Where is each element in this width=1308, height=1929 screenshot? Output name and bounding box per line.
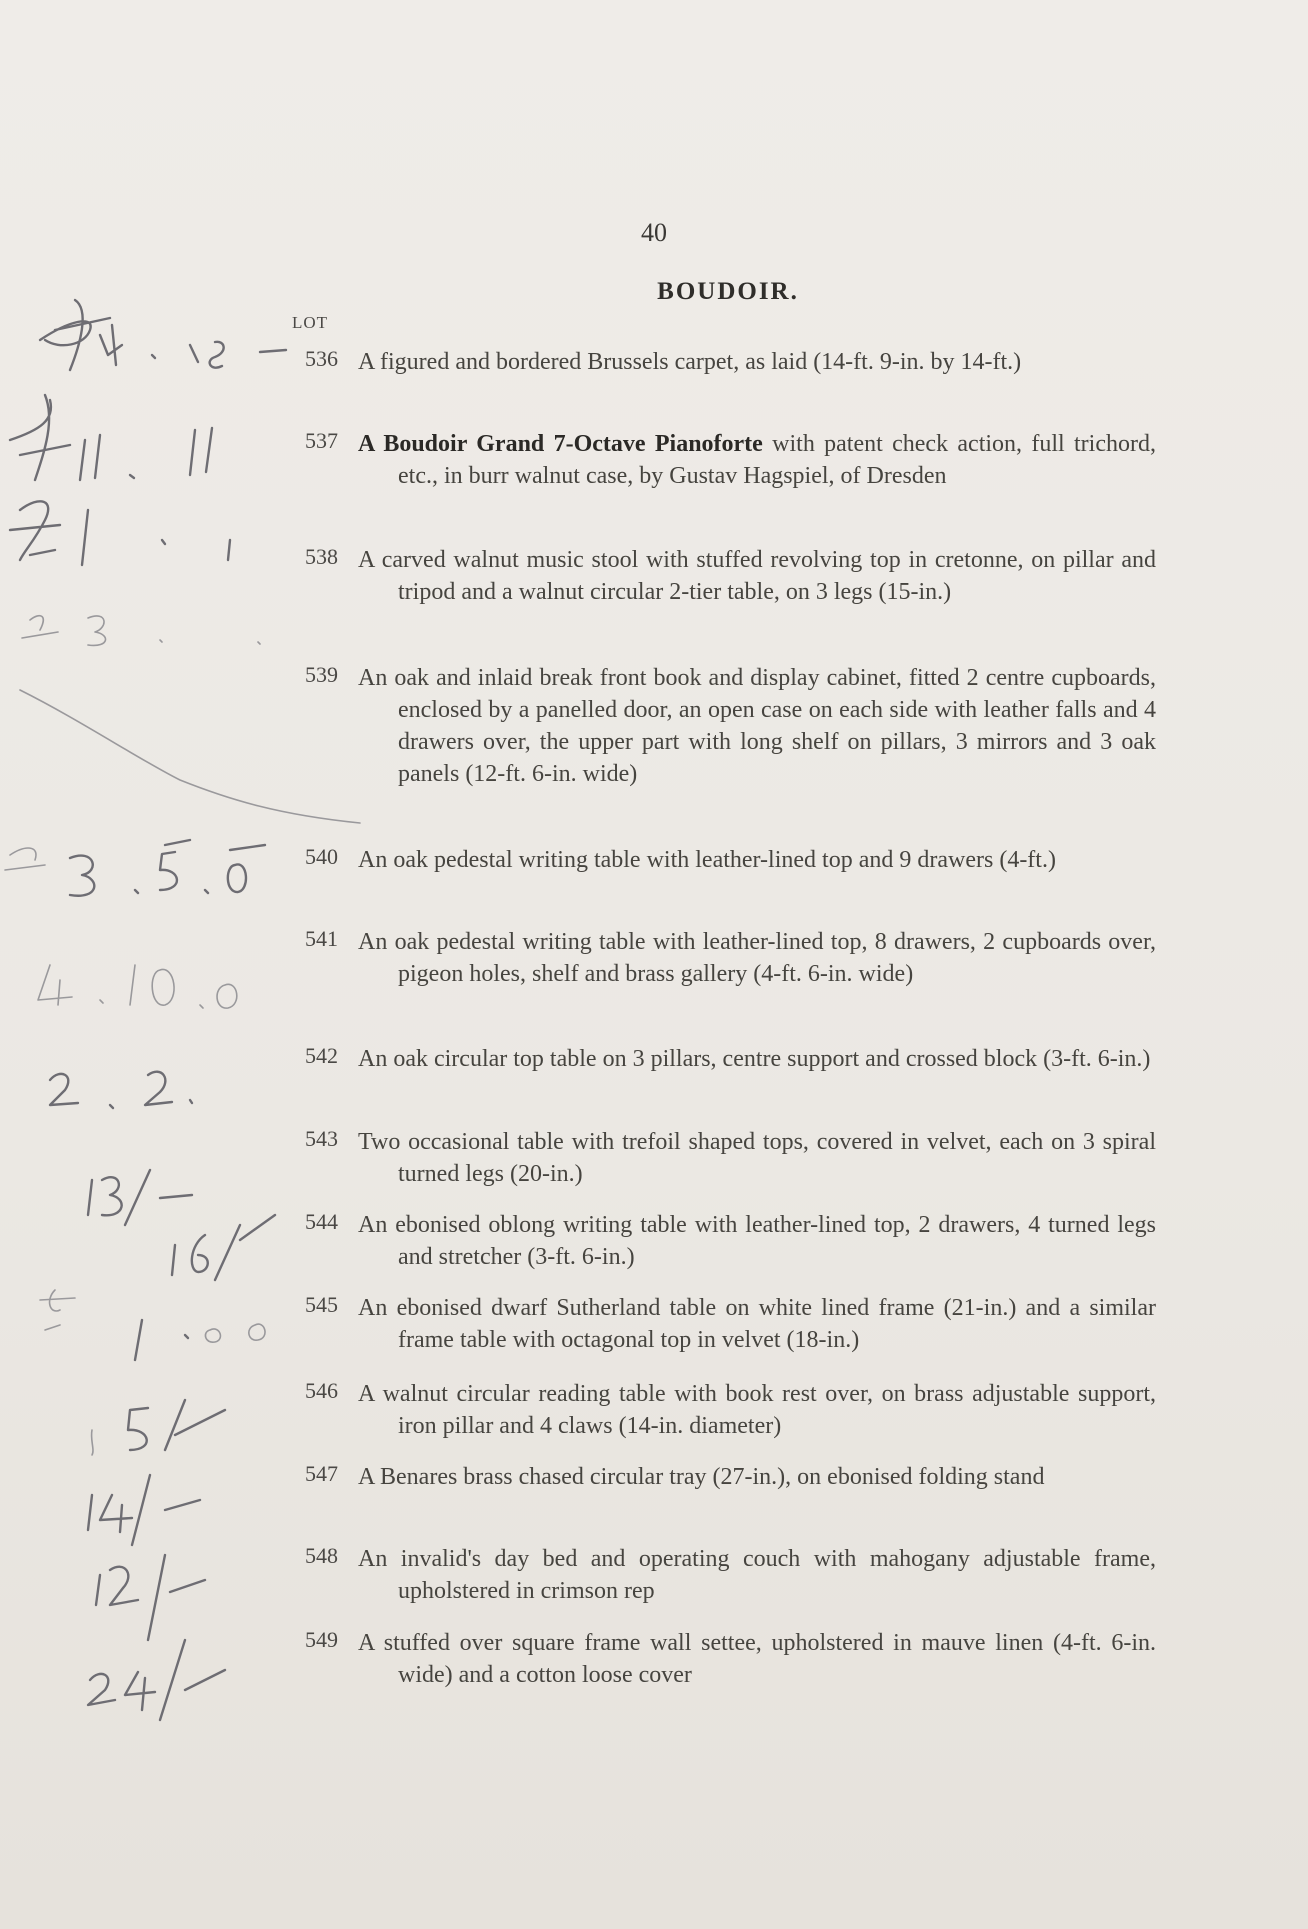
lot-number: 541 [305,926,338,951]
handwritten-price-543 [88,1170,192,1225]
lot-number: 543 [305,1126,338,1151]
lot-text: An oak and inlaid break front book and display cabinet, fitted 2 centre cupboards, enclosed by a panelled door, an open case on each side with leather falls and 4 drawers over, the upper part with long shelf on pillars, 3 mirrors and 3 oak panels (12-ft. 6-in. wide) [358,665,1156,787]
lot-text: A figured and bordered Brussels carpet, as laid (14-ft. 9-in. by 14-ft.) [358,349,1022,375]
handwritten-price-547 [88,1475,200,1545]
lot-text: An oak circular top table on 3 pillars, centre support and crossed block (3-ft. 6-in.) [358,1046,1151,1072]
handwritten-price-549 [88,1640,225,1720]
lot-description [358,1043,1156,1075]
section-title: BOUDOIR. [657,278,799,305]
lot-text: An invalid's day bed and operating couch with mahogany adjustable frame, upholstered in crimson rep [358,1546,1156,1604]
pencil-stroke [20,690,360,823]
lot-description [358,1378,1156,1442]
lot-number: 539 [305,662,338,687]
lot-text: Two occasional table with trefoil shaped tops, covered in velvet, each on 3 spiral turned legs (20-in.) [358,1129,1156,1187]
lot-text: An ebonised dwarf Sutherland table on white lined frame (21-in.) and a similar frame table with octagonal top in velvet (18-in.) [358,1295,1156,1353]
lot-description [358,926,1156,990]
lot-lead: A Boudoir Grand 7-Octave Pianoforte [358,431,763,457]
lot-description [358,844,1156,876]
lot-text: An ebonised oblong writing table with leather-lined top, 2 drawers, 4 turned legs and stretcher (3-ft. 6-in.) [358,1212,1156,1270]
lot-description [358,346,1156,378]
handwritten-price-538 [10,501,230,565]
lot-number: 537 [305,428,338,453]
lot-text: A Benares brass chased circular tray (27-in.), on ebonised folding stand [358,1464,1045,1490]
lot-number: 546 [305,1378,338,1403]
lot-description [358,1292,1156,1356]
handwritten-price-541 [38,965,237,1008]
lot-text: A walnut circular reading table with book rest over, on brass adjustable support, iron pillar and 4 claws (14-in. diameter) [358,1381,1156,1439]
lot-description [358,1627,1156,1691]
handwritten-price-548 [96,1555,205,1640]
lot-number: 548 [305,1543,338,1568]
handwritten-price-539 [22,616,260,646]
page-number: 40 [641,218,667,247]
handwritten-price-544 [172,1215,275,1280]
lot-number: 538 [305,544,338,569]
handwritten-price-546 [92,1400,225,1455]
lot-number: 536 [305,346,338,371]
handwritten-price-545 [40,1290,265,1360]
lot-description [358,1461,1156,1493]
lot-description [358,662,1156,790]
lot-number: 545 [305,1292,338,1317]
handwritten-price-542 [50,1072,192,1108]
lot-text: An oak pedestal writing table with leather-lined top, 8 drawers, 2 cupboards over, pigeon holes, shelf and brass gallery (4-ft. 6-in. wide) [358,929,1156,987]
lot-text: A carved walnut music stool with stuffed revolving top in cretonne, on pillar and tripod and a walnut circular 2-tier table, on 3 legs (15-in.) [358,547,1156,605]
handwritten-price-540 [5,840,265,896]
lot-number: 542 [305,1043,338,1068]
lot-description [358,1209,1156,1273]
lot-description [358,1543,1156,1607]
handwritten-price-536 [40,300,286,370]
lot-number: 540 [305,844,338,869]
lot-column-header: LOT [292,313,329,332]
lot-description [358,428,1156,492]
handwritten-price-537 [10,395,212,480]
lot-number: 549 [305,1627,338,1652]
lot-text: An oak pedestal writing table with leather-lined top and 9 drawers (4-ft.) [358,847,1056,873]
lot-text: A stuffed over square frame wall settee, upholstered in mauve linen (4-ft. 6-in. wide) and a cotton loose cover [358,1630,1156,1688]
lot-description [358,1126,1156,1190]
lot-number: 547 [305,1461,338,1486]
lot-number: 544 [305,1209,338,1234]
lot-text: with patent check action, full trichord, etc., in burr walnut case, by Gustav Hagspiel, of Dresden [398,431,1156,489]
lot-description [358,544,1156,608]
